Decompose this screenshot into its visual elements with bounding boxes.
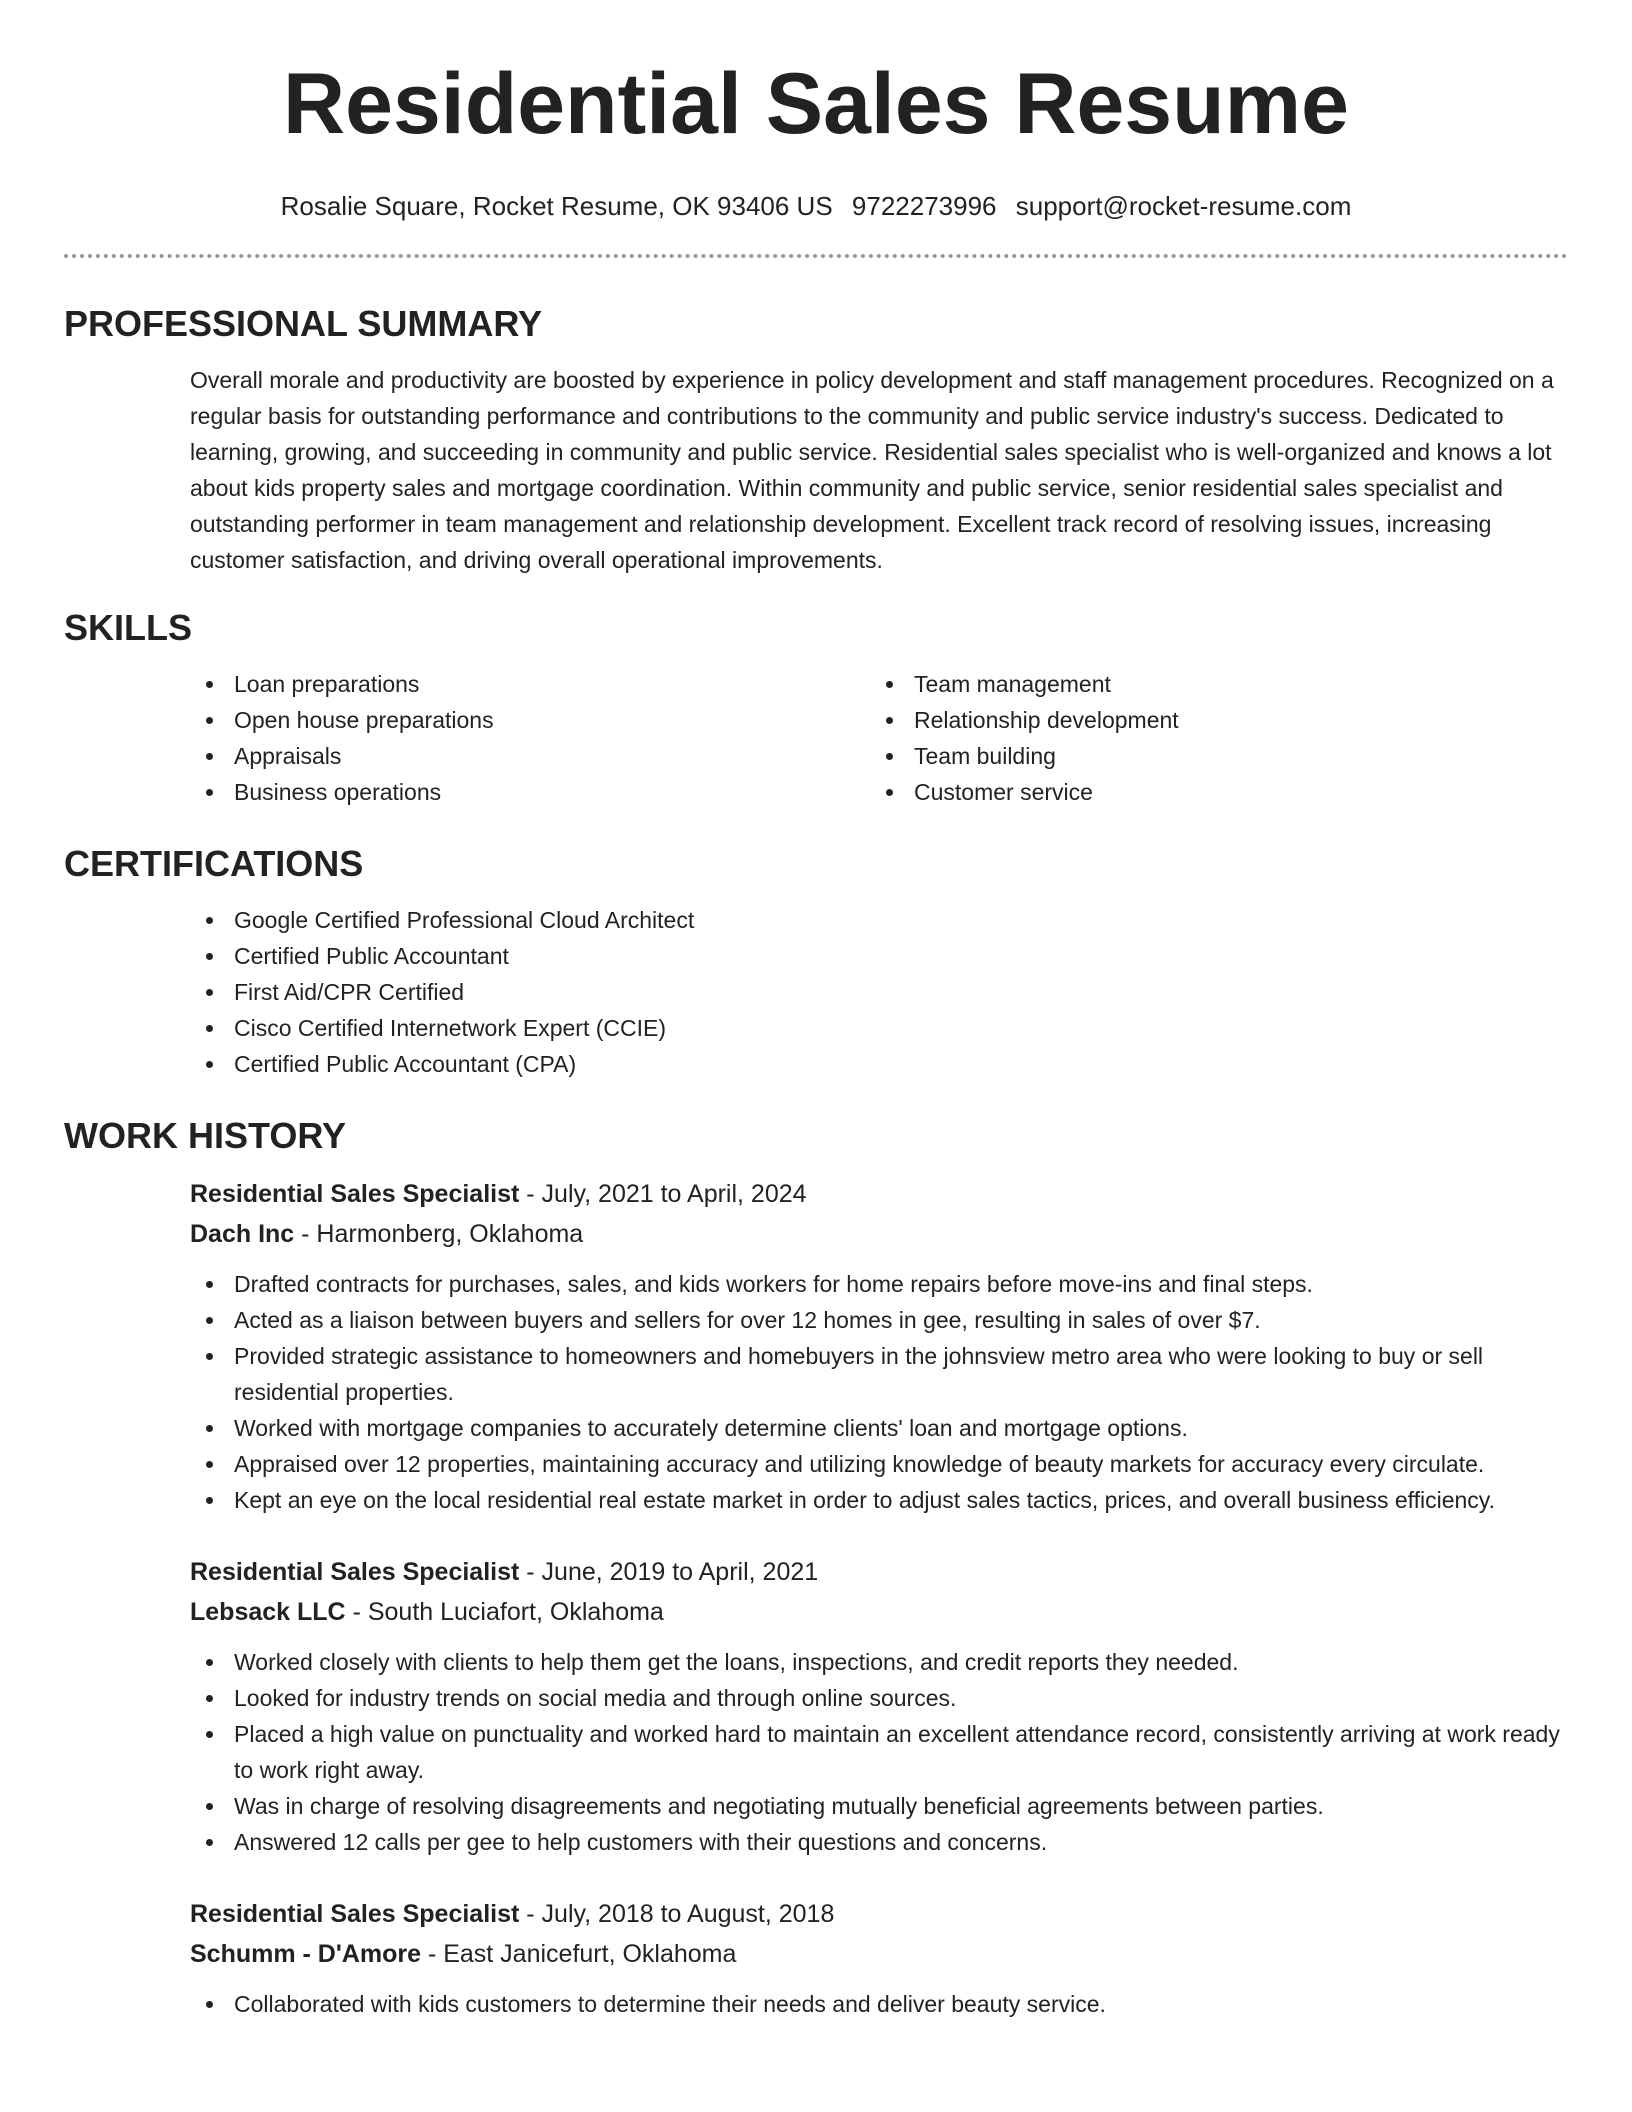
job-bullet: Answered 12 calls per gee to help customers with their questions and concerns. (190, 1824, 1568, 1860)
job-title-line (190, 1552, 1568, 1592)
job-dates: - June, 2019 to April, 2021 (526, 1558, 819, 1586)
job-company: Schumm - D'Amore (190, 1940, 421, 1968)
job-entry (190, 1552, 1568, 1860)
job-bullet: Looked for industry trends on social media and through online sources. (190, 1680, 1568, 1716)
job-bullet: Provided strategic assistance to homeowners and homebuyers in the johnsview metro area who were looking to buy or sell residential properties. (190, 1338, 1568, 1410)
certification-item: First Aid/CPR Certified (190, 974, 1568, 1010)
job-company: Dach Inc (190, 1220, 295, 1248)
job-bullet: Worked with mortgage companies to accurately determine clients' loan and mortgage options. (190, 1410, 1568, 1446)
skill-item: Open house preparations (190, 702, 870, 738)
certifications-list (190, 902, 1568, 1082)
job-company-line (190, 1592, 1568, 1632)
job-bullet: Worked closely with clients to help them get the loans, inspections, and credit reports they needed. (190, 1644, 1568, 1680)
certification-item: Cisco Certified Internetwork Expert (CCIE) (190, 1010, 1568, 1046)
skill-item: Team building (870, 738, 1550, 774)
skills-list-left (190, 666, 870, 810)
job-bullet: Placed a high value on punctuality and worked hard to maintain an excellent attendance record, consistently arriving at work ready to work right away. (190, 1716, 1568, 1788)
summary-text: Overall morale and productivity are boosted by experience in policy development and staff management procedures. Recognized on a regular basis for outstanding performance and contributions to the community and public service industry's success. Dedicated to learning, growing, and succeeding in community and public service. Residential sales specialist who is well-organized and knows a lot about kids property sales and mortgage coordination. Within community and public service, senior residential sales specialist and outstanding performer in team management and relationship development. Excellent track record of resolving issues, increasing customer satisfaction, and driving overall operational improvements. (190, 367, 1554, 573)
skills-section (64, 606, 1568, 810)
skills-list-right (870, 666, 1550, 810)
contact-line (64, 190, 1568, 222)
job-bullets (190, 1266, 1568, 1518)
skills-columns (190, 666, 1568, 810)
resume-title: Residential Sales Resume (283, 56, 1349, 152)
job-entry (190, 1894, 1568, 2022)
job-bullet: Acted as a liaison between buyers and sellers for over 12 homes in gee, resulting in sales of over $7. (190, 1302, 1568, 1338)
summary-heading: PROFESSIONAL SUMMARY (64, 303, 543, 344)
resume-page (64, 0, 1568, 2022)
job-entry (190, 1174, 1568, 1518)
skill-item: Relationship development (870, 702, 1550, 738)
job-title: Residential Sales Specialist (190, 1180, 520, 1208)
header-divider (64, 254, 1568, 258)
skill-item: Appraisals (190, 738, 870, 774)
certification-item: Google Certified Professional Cloud Architect (190, 902, 1568, 938)
job-title: Residential Sales Specialist (190, 1558, 520, 1586)
skills-heading: SKILLS (64, 607, 193, 648)
skill-item: Business operations (190, 774, 870, 810)
job-bullet: Kept an eye on the local residential real estate market in order to adjust sales tactics, prices, and overall business efficiency. (190, 1482, 1568, 1518)
summary-section (64, 302, 1568, 578)
job-bullets (190, 1986, 1568, 2022)
skill-item: Loan preparations (190, 666, 870, 702)
contact-phone: 9722273996 (851, 191, 997, 221)
certification-item: Certified Public Accountant (CPA) (190, 1046, 1568, 1082)
job-bullet: Was in charge of resolving disagreements and negotiating mutually beneficial agreements between parties. (190, 1788, 1568, 1824)
job-bullet: Drafted contracts for purchases, sales, and kids workers for home repairs before move-ins and final steps. (190, 1266, 1568, 1302)
job-company: Lebsack LLC (190, 1598, 346, 1626)
job-bullet: Appraised over 12 properties, maintaining accuracy and utilizing knowledge of beauty markets for accuracy every circulate. (190, 1446, 1568, 1482)
certifications-section (64, 842, 1568, 1082)
job-bullets (190, 1644, 1568, 1860)
certifications-heading: CERTIFICATIONS (64, 843, 364, 884)
certification-item: Certified Public Accountant (190, 938, 1568, 974)
skill-item: Customer service (870, 774, 1550, 810)
job-bullet: Collaborated with kids customers to determine their needs and deliver beauty service. (190, 1986, 1568, 2022)
job-location: - South Luciafort, Oklahoma (352, 1598, 664, 1626)
job-company-line (190, 1934, 1568, 1974)
job-dates: - July, 2018 to August, 2018 (526, 1900, 835, 1928)
job-company-line (190, 1214, 1568, 1254)
job-title-line (190, 1894, 1568, 1934)
work-history-section (64, 1114, 1568, 2022)
job-location: - Harmonberg, Oklahoma (301, 1220, 584, 1248)
contact-email: support@rocket-resume.com (1015, 191, 1352, 221)
job-location: - East Janicefurt, Oklahoma (427, 1940, 737, 1968)
skill-item: Team management (870, 666, 1550, 702)
job-dates: - July, 2021 to April, 2024 (526, 1180, 807, 1208)
contact-address: Rosalie Square, Rocket Resume, OK 93406 US (280, 191, 833, 221)
job-title: Residential Sales Specialist (190, 1900, 520, 1928)
work-history-heading: WORK HISTORY (64, 1115, 347, 1156)
job-title-line (190, 1174, 1568, 1214)
